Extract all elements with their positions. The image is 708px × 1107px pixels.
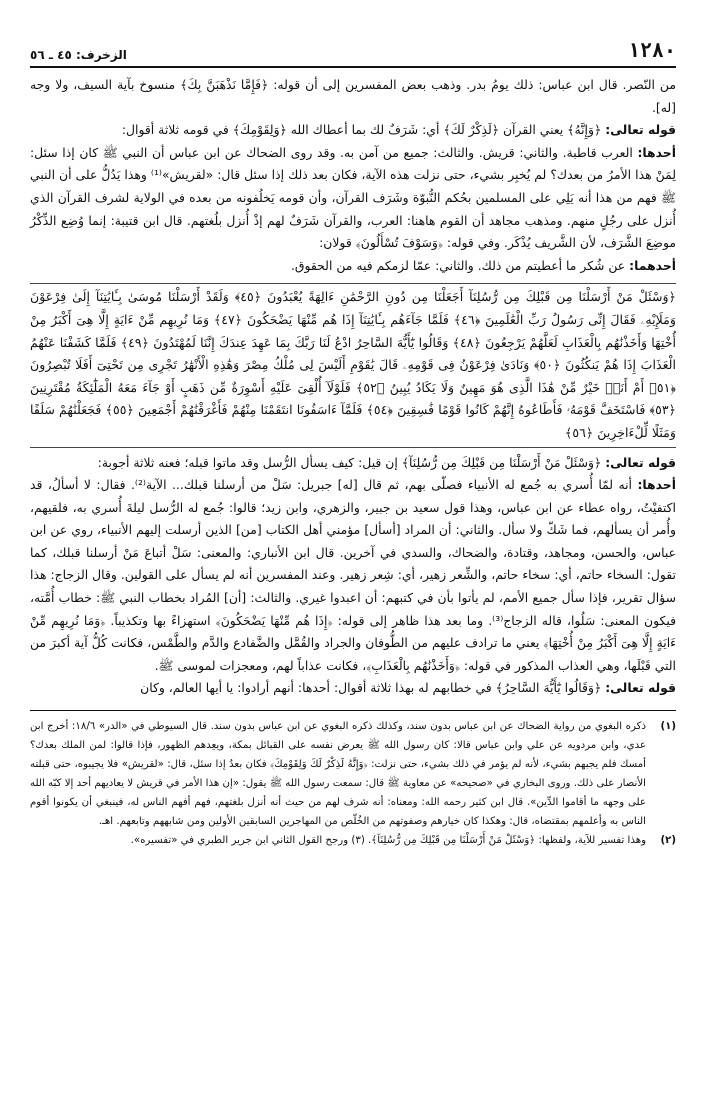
footnote-number: (٢) xyxy=(660,835,676,847)
footnote xyxy=(30,717,676,831)
paragraph-text: ﴿وَإِنَّهُ﴾ يعني القرآن ﴿لَذِكْرٌ لَكَ﴾ أي: شَرَفٌ لك بما أعطاك الله ﴿وَلِقَوْمِكَ﴾ في قومه ثلاثة أقوال: xyxy=(121,122,602,138)
footnote-number: (١) xyxy=(660,721,676,733)
paragraph-text: العرب قاطبة. والثاني: قريش. والثالث: جميع من آمن به. وقد روى الضحاك عن ابن عباس أن النبي ﷺ كان إذا سئل: لِمَنْ هذا الأمرُ من بعدك؟ لم يُخبِر بشيء، حتى نزلت هذه الآية، فكان بعد ذلك إذا سئل قال: «لقريش»⁽¹⁾ وهذا يَدُلُّ على أن النبي ﷺ فهم من هذا أنه يَلِي على المسلمين بحُكم النُّبوّة وشَرَف القرآن، وأن قومه يَخلُفونه من بعده في الولاية لشرف القرآن الذي أُنزل على رجُلٍ منهم. ومذهب مجاهد أن القوم هاهنا: العرب، والقرآن شَرَفٌ لهم إذْ أُنزل بلُغتهم. قال ابن قتيبة: إنما وُضِع الذِّكْرُ موضِعَ الشَّرَف، لأن الشَّريف يُذْكَر. وفي قوله: ﴿وَسَوْفَ تُسْأَلُونَ﴾ قولان: xyxy=(30,144,677,251)
page-header xyxy=(30,36,676,68)
paragraph-text: أنه لمّا أُسري به جُمع له الأنبياء فصلّى بهم، ثم قال [له] جبريل: سَلْ من أرسلنا قبلك... الآية⁽²⁾. فقال: لا أسألُ، قد اكتفيْتُ، رواه عطاء عن ابن عباس، وهذا قول سعيد بن جبير، والزهري، وابن زيد؛ قالوا: جُمع له الرُّسل ليلةَ أُسري به، فلقيهم، وأُمر أن يسألهم، فما شَكّ ولا سأل. والثاني: أن المراد [أسأل] مؤمني أهل الكتاب [من] الذين أرسلت إليهم الأنبياء، روي عن ابن عباس، والحسن، ومجاهد، وقتادة، والضحاك، والسدي في آخرين. قال ابن الأنباري: والمعنى: سَلْ أتباعَ مَنْ أرسلنا قبلك، كما تقول: السخاء حاتم، أي: سخاء حاتم، والشِّعر زهير، أي: شِعر زهير. وعند المفسرين أنه لم يسأل على القولين. وقال الزجاج: هذا سؤال تقرير، فإذا سأل جميع الأمم، لم يأتوا بأن في كتبهم: أن اعبدوا غيري. والثالث: [أن] المُراد بخطاب النبي ﷺ: خطاب أُمَّته، فيكون المعنى: سَلُوا، قاله الزجاج⁽³⁾. وما بعد هذا ظاهر إلى قوله: ﴿إِذَا هُم مِّنْهَا يَضْحَكُونَ﴾ استهزاءً بها وتكذيباً. ﴿وَمَا نُرِيهِم مِّنْ ءَايَةٍ إِلَّا هِىَ أَكْبَرُ مِنْ أُخْتِهَا﴾ يعني ما ترادف عليهم من الطُّوفان والجراد والقُمَّل والضَّفادع والدَّم والطَّمْس، فكانت كُلُّ آية أكبرَ من التي قَبْلَها، وهي العذاب المذكور في قوله: ﴿وَأَخَذْنَٰهُم بِالْعَذَابِ﴾، فكانت عذاباً لهم، ومعجزات لموسى ﷺ. xyxy=(30,477,676,673)
paragraph-lead: أحدها: xyxy=(637,477,676,493)
footnote-text: وهذا تفسير للآية، ولفظها: ﴿وَسْئَلْ مَنْ أَرْسَلْنَا مِن قَبْلِكَ مِن رُّسُلِنَآ﴾. (٣) ورجح القول الثاني ابن جرير الطبري في «تفسيره». xyxy=(130,835,646,847)
paragraph xyxy=(30,142,676,255)
page-number: ١٢٨٠ xyxy=(627,38,676,62)
footnote-divider xyxy=(30,710,676,711)
main-text xyxy=(30,74,676,700)
paragraph-lead: قوله تعالى: xyxy=(605,680,676,696)
paragraph-text: عن شُكر ما أعطيتم من ذلك. والثاني: عمّا لزمكم فيه من الحقوق. xyxy=(290,257,626,273)
footnotes xyxy=(30,717,676,850)
running-title: الزخرف: ٤٥ ـ ٥٦ xyxy=(30,48,127,62)
footnote xyxy=(30,831,676,850)
paragraph-lead: قوله تعالى: xyxy=(605,122,676,138)
quran-verses-block: ﴿وَسْئَلْ مَنْ أَرْسَلْنَا مِن قَبْلِكَ مِن رُّسُلِنَآ أَجَعَلْنَا مِن دُونِ الرَّحْمَٰنِ ءَالِهَةً يُعْبَدُونَ ﴿٤٥﴾ وَلَقَدْ أَرْسَلْنَا مُوسَىٰ بِـَٔايَٰتِنَآ إِلَىٰ فِرْعَوْنَ وَمَلَإِيْهِۦ فَقَالَ إِنِّى رَسُولُ رَبِّ الْعَٰلَمِينَ ﴿٤٦﴾ فَلَمَّا جَآءَهُم بِـَٔايَٰتِنَآ إِذَا هُم مِّنْهَا يَضْحَكُونَ ﴿٤٧﴾ وَمَا نُرِيهِم مِّنْ ءَايَةٍ إِلَّا هِىَ أَكْبَرُ مِنْ أُخْتِهَا وَأَخَذْنَٰهُم بِالْعَذَابِ لَعَلَّهُمْ يَرْجِعُونَ ﴿٤٨﴾ وَقَالُوا يَٰٓأَيُّهَ السَّاحِرُ ادْعُ لَنَا رَبَّكَ بِمَا عَهِدَ عِندَكَ إِنَّنَا لَمُهْتَدُونَ ﴿٤٩﴾ فَلَمَّا كَشَفْنَا عَنْهُمُ الْعَذَابَ إِذَا هُمْ يَنكُثُونَ ﴿٥٠﴾ وَنَادَىٰ فِرْعَوْنُ فِى قَوْمِهِۦ قَالَ يَٰقَوْمِ أَلَيْسَ لِى مُلْكُ مِصْرَ وَهَٰذِهِ الْأَنْهَٰرُ تَجْرِى مِن تَحْتِىٓ أَفَلَا تُبْصِرُونَ ﴿٥١﴾ أَمْ أَنَا۠ خَيْرٌ مِّنْ هَٰذَا الَّذِى هُوَ مَهِينٌ وَلَا يَكَادُ يُبِينُ ﴿٥٢﴾ فَلَوْلَآ أُلْقِىَ عَلَيْهِ أَسْوِرَةٌ مِّن ذَهَبٍ أَوْ جَآءَ مَعَهُ الْمَلَٰٓئِكَةُ مُقْتَرِنِينَ ﴿٥٣﴾ فَاسْتَخَفَّ قَوْمَهُۥ فَأَطَاعُوهُ إِنَّهُمْ كَانُوا قَوْمًا فَٰسِقِينَ ﴿٥٤﴾ فَلَمَّآ ءَاسَفُونَا انتَقَمْنَا مِنْهُمْ فَأَغْرَقْنَٰهُمْ أَجْمَعِينَ ﴿٥٥﴾ فَجَعَلْنَٰهُمْ سَلَفًا وَمَثَلًا لِّلْءَاخِرِينَ ﴿٥٦﴾ xyxy=(30,283,676,447)
footnote-text: ذكره البغوي من رواية الضحاك عن ابن عباس بدون سند، وكذلك ذكره البغوي عن ابن عباس بدون سند. قال السيوطي في «الدر» ١٨/٦: أخرج ابن عدي، وابن مردويه عن علي وابن عباس قالا: كان رسول الله ﷺ يعرض نفسه على القبائل بمكة، ويعِدهم الظهور، فإذا قالوا: لمن الملك بعدك؟ أمسك فلم يجبهم بشيء، لأنه لم يؤمر في ذلك بشيء، حتى نزلت: ﴿وَإِنَّهُ لَذِكْرٌ لَكَ وَلِقَوْمِكَ﴾ فكان بعدُ إذا سئل، قال: «لقريش» فلا يجيبوه، حتى قبلته الأنصار على ذلك. وروى البخاري في «صحيحه» عن معاوية ﷺ قال: سمعت رسول الله ﷺ يقول: «إن هذا الأمر في قريش لا يعاديهم أحد إلا كبّه الله على وجهه ما أقاموا الدِّين». قال ابن كثير رحمه الله: ومعناه: أنه شرف لهم من حيث أنه أنزل بلغتهم، فهم أفهم الناس له، فينبغي أن يكونوا أقوم الناس به وأعلمهم بمقتضاه، قال: وهكذا كان خيارهم وصفوتهم من الخُلّص من المهاجرين السابقين الأولين ومن شابههم وتابعهم. اهـ. xyxy=(30,721,647,828)
paragraph xyxy=(30,119,676,142)
paragraph-lead: أحدهما: xyxy=(629,257,676,273)
paragraph xyxy=(30,474,676,677)
paragraph-lead: قوله تعالى: xyxy=(605,454,676,470)
paragraph-text: ﴿وَقَالُوا يَٰٓأَيُّهَ السَّاحِرُ﴾ في خطابهم له بهذا ثلاثة أقوال: أحدها: أنهم أرادوا: يا أيها العالم، وكان xyxy=(140,680,602,696)
paragraph xyxy=(30,677,676,700)
paragraph xyxy=(30,255,676,278)
paragraph-text: ﴿وَسْئَلْ مَنْ أَرْسَلْنَا مِن قَبْلِكَ مِن رُّسُلِنَآ﴾ إن قيل: كيف يسأل الرُّسل وقد ماتوا قبله؛ فعنه ثلاثة أجوبة: xyxy=(97,454,602,470)
paragraph-lead: أحدها: xyxy=(637,144,676,160)
paragraph: من النّصر. قال ابن عباس: ذلك يومُ بدر. وذهب بعض المفسرين إلى أن قوله: ﴿فَإِمَّا نَذْهَبَنَّ بِكَ﴾ منسوخ بآية السيف، ولا وجه [له]. xyxy=(30,77,676,115)
paragraph xyxy=(30,452,676,475)
